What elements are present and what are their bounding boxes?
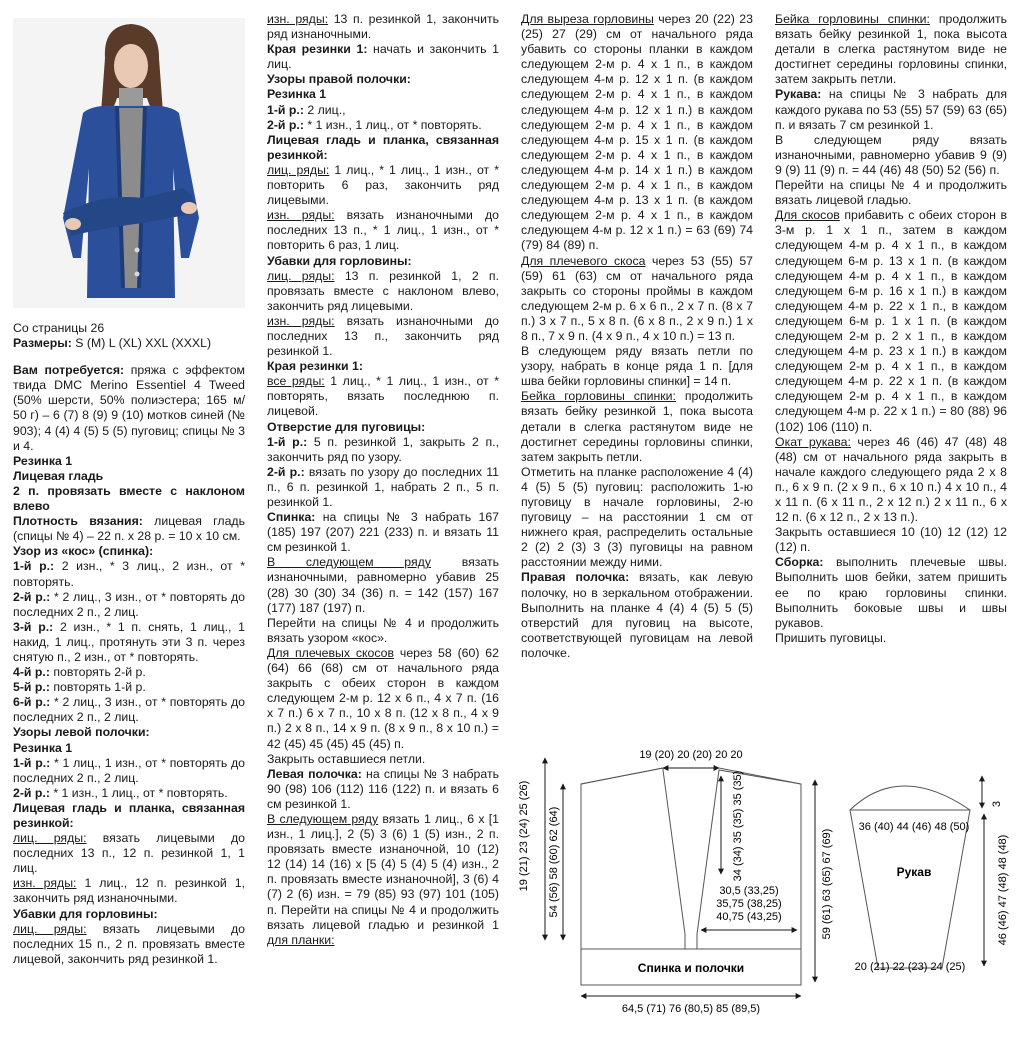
sleeve-cap-height: 3 <box>991 800 1003 808</box>
text-run: лицевая гладь (спицы № 4) – 22 п. х 28 р. = 10 х 10 см. <box>13 514 245 544</box>
column-4-text <box>775 12 1007 646</box>
column-2-text <box>267 12 499 948</box>
bold-label: Плотность вязания: <box>13 514 143 529</box>
underlined-label: В следующем ряду <box>267 555 431 570</box>
text-run: вязать изнаночными, равномерно убавив 25 (28) 30 (30) 34 (36) п. = 142 (157) 167 (177) 187 (197) п. <box>267 555 499 615</box>
bold-label: 3-й р.: <box>13 619 54 634</box>
section-heading: Резинка 1 <box>13 453 73 468</box>
underlined-label: Для плечевого скоса <box>521 253 646 268</box>
text-run: 2 лиц., <box>303 102 346 117</box>
text-run: вязать, как левую полочку, но в зеркальном отображении. Выполнить на планке 4 (4) 4 (5) 5 (5) отверстий для пуговиц на высоте, соответствующей пуговицам на левой полочке. <box>521 570 754 660</box>
section-heading: 2 п. провязать вместе с наклоном влево <box>13 483 245 514</box>
paragraph <box>775 87 1007 132</box>
bold-label: Рукава: <box>775 87 822 102</box>
text-run: Перейти на спицы № 4 и продолжить вязать лицевой гладью. <box>775 178 1007 208</box>
section-heading: Узоры правой полочки: <box>267 72 411 87</box>
bold-label: 1-й р.: <box>13 755 51 770</box>
paragraph <box>267 12 499 42</box>
text-run: вязать изнаночными до последних 13 п., * 1 лиц., 1 изн., от * повторить 6 раз, 1 лиц. <box>267 208 500 253</box>
back-right-total: 59 (61) 63 (65) 67 (69) <box>821 828 833 940</box>
paragraph <box>13 620 245 665</box>
column-1 <box>13 321 245 967</box>
text-run: Пришить пуговицы. <box>775 630 887 645</box>
paragraph <box>775 435 1007 526</box>
bold-label: 1-й р.: <box>267 102 304 117</box>
paragraph <box>775 12 1007 87</box>
section-heading: Края резинки 1: <box>267 359 363 374</box>
sleeve-height: 46 (46) 47 (48) 48 (48) <box>997 834 1009 946</box>
paragraph <box>267 616 499 646</box>
paragraph <box>13 922 245 967</box>
sleeve-bottom-width: 20 (21) 22 (23) 24 (25) <box>854 961 966 973</box>
paragraph <box>267 314 499 359</box>
column-4 <box>775 12 1007 646</box>
front-width-3: 40,75 (43,25) <box>716 911 782 923</box>
sizes-value: S (M) L (XL) XXL (XXXL) <box>71 336 212 351</box>
paragraph <box>521 344 753 389</box>
underlined-label: для планки: <box>267 932 335 947</box>
underlined-label: изн. ряды: <box>267 208 335 223</box>
section-heading: Лицевая гладь и планка, связанная резинкой: <box>13 800 245 830</box>
paragraph <box>267 42 499 72</box>
paragraph <box>267 163 499 208</box>
bold-label: 1-й р.: <box>13 559 55 574</box>
paragraph <box>267 510 499 555</box>
paragraph <box>775 631 1007 646</box>
text-run: через 58 (60) 62 (64) 66 (68) см от начального ряда закрыть с обеих сторон в каждом следующем 2-м р. 12 х 6 п., 4 х 7 п. (16 х 7 п.) 6 х 7 п., 10 х 8 п. (12 х 8 п., 4 х 9 п.) 2 х 8 п., 14 х 9 п. (8 х 9 п., 8 х 10 п.) = 42 (45) 45 (45) 45 (45) п. <box>267 645 499 751</box>
sleeve-title: Рукав <box>896 865 932 879</box>
bold-label: 2-й р.: <box>13 589 51 604</box>
paragraph <box>521 465 753 571</box>
paragraph <box>267 767 499 812</box>
paragraph <box>13 876 245 906</box>
paragraph <box>13 363 245 454</box>
back-left-total: 19 (21) 23 (24) 25 (26) <box>518 780 530 892</box>
text-run: * 2 лиц., 3 изн., от * повторять до последних 2 п., 2 лиц. <box>13 589 245 619</box>
bold-label: 2-й р.: <box>13 785 50 800</box>
paragraph <box>267 208 499 253</box>
text-run: 2 изн., * 1 п. снять, 1 лиц., 1 накид, 1 лиц., протянуть эти 3 п. через снятую п., 2 изн., от * повторять. <box>13 619 245 664</box>
text-run: через 53 (55) 57 (59) 61 (63) см от начального ряда закрыть со стороны проймы в каждом следующем 2-м р. 6 х 6 п., 2 х 7 п. (8 х 7 п.) 3 х 7 п., 5 х 8 п. (6 х 8 п., 2 х 9 п.) 1 х 8 п., 7 х 9 п. (4 х 9 п., 4 х 10 п.) = 13 п. <box>521 253 753 343</box>
underlined-label: Для выреза горловины <box>521 12 654 26</box>
text-run: 5 п. резинкой 1, закрыть 2 п., закончить ряд по узору. <box>267 434 499 464</box>
front-width-2: 35,75 (38,25) <box>716 898 782 910</box>
paragraph <box>267 103 499 118</box>
bold-label: Края резинки 1: <box>267 42 368 57</box>
text-run: вязать лицевыми до последних 13 п., 12 п. резинкой 1, 1 лиц. <box>13 831 246 876</box>
paragraph <box>267 555 499 615</box>
paragraph <box>521 12 753 254</box>
text-run: пряжа с эффектом твида DMC Merino Essentiel 4 Tweed (50% шерсти, 50% полиэстера; 165 м/ 50 г) – 6 (7) 8 (9) 9 (10) мотков синей (№ 903); 4 (4) 4 (5) 5 (5) пуговиц; спицы № 3 и 4. <box>13 363 245 453</box>
back-neck-depth: 34 (34) 35 (35) 35 (35) <box>732 770 744 882</box>
text-run: вязать 1 лиц., 6 х [1 изн., 1 лиц.], 2 (5) 3 (6) 1 (5) изн., 2 п. провязать вместе изнаночной, 10 (12) 12 (14) 14 (16) х [5 (4) 5 (4) 5 (4) изн., 2 п. провязать вместе изнаночной], 3 (6) 4 (7) 2 (6) изн. = 79 (85) 93 (97) 101 (105) п. Перейти на спицы № 4 и продолжить вязать лицевой гладью и резинкой 1 <box>267 811 499 932</box>
bold-label: Спинка: <box>267 510 316 525</box>
section-heading: Узор из «кос» (спинка): <box>13 544 154 559</box>
text-run: 13 п. резинкой 1, 2 п. провязать вместе с наклоном влево, закончить ряд лицевыми. <box>267 268 499 313</box>
underlined-label: лиц. ряды: <box>267 162 330 177</box>
text-run: * 1 изн., 1 лиц., от * повторять. <box>49 785 228 800</box>
underlined-label: Бейка горловины спинки: <box>775 12 930 26</box>
section-heading: Лицевая гладь и планка, связанная резинкой: <box>267 132 499 162</box>
bold-label: Правая полочка: <box>521 570 630 585</box>
text-run: 13 п. резинкой 1, закончить ряд изнаночными. <box>267 12 499 42</box>
text-run: * 1 лиц., 1 изн., от * повторять до последних 2 п., 2 лиц. <box>13 755 245 785</box>
back-bottom-width: 64,5 (71) 76 (80,5) 85 (89,5) <box>621 1003 761 1015</box>
paragraph <box>521 570 753 661</box>
text-run: начать и закончить 1 лиц. <box>267 42 500 72</box>
column-3-text <box>521 12 753 661</box>
underlined-label: изн. ряды: <box>267 12 329 26</box>
underlined-label: Для плечевых скосов <box>267 645 395 660</box>
paragraph <box>267 752 499 767</box>
paragraph <box>13 831 245 876</box>
paragraph <box>521 254 753 345</box>
text-run: на спицы № 3 набрать 90 (98) 106 (112) 116 (122) п. и вязать 6 см резинкой 1. <box>267 766 499 811</box>
text-run: через 20 (22) 23 (25) 27 (29) см от начального ряда убавить со стороны планки в каждом следующем 2-м р. 4 х 1 п., в каждом следующем 4-м р. 12 х 1 п. (в каждом следующем 2-м р. 4 х 1 п., в каждом следующем 4-м р. 12 х 1 п.) в каждом следующем 2-м р. 4 х 1 п., в каждом следующем 4-м р. 15 х 1 п. (в каждом следующем 2-м р. 4 х 1 п., в каждом следующем 4-м р. 14 х 1 п.) в каждом следующем 2-м р. 4 х 1 п., в каждом следующем 4-м р. 13 х 1 п. (в каждом следующем 2-м р. 4 х 1 п., в каждом следующем 4-м р. 12 х 1 п.) = 63 (69) 74 (79) 84 (89) п. <box>521 12 753 253</box>
paragraph <box>267 269 499 314</box>
underlined-label: изн. ряды: <box>267 313 335 328</box>
column-1-text <box>13 351 245 967</box>
text-run: вязать лицевыми до последних 15 п., 2 п. провязать вместе лицевой, закончить ряд резинкой 1. <box>13 921 246 966</box>
section-heading: Резинка 1 <box>267 87 327 102</box>
paragraph <box>775 133 1007 178</box>
text-run: повторять 2-й р. <box>49 665 146 680</box>
text-run: продолжить вязать бейку резинкой 1, пока высота детали в слегка растянутом виде не достигнет середины горловины спинки, затем закрыть петли. <box>521 389 753 464</box>
text-run: 1 лиц., * 1 лиц., 1 изн., от * повторять, вязать последнюю п. лицевой. <box>267 374 499 419</box>
back-diagram-title: Спинка и полочки <box>637 961 745 975</box>
paragraph <box>13 680 245 695</box>
text-run: * 1 изн., 1 лиц., от * повторять. <box>303 117 482 132</box>
text-run: через 46 (46) 47 (48) 48 (48) см от начального ряда закрыть в начале каждого следующего ряда 2 х 8 п., 6 х 9 п. (2 х 9 п., 6 х 10 п.) 4 х 10 п., 4 х 11 п. (6 х 11 п., 2 х 12 п.) 2 х 11 п., 6 х 12 п. (6 х 12 п., 2 х 13 п.). <box>775 434 1008 525</box>
bold-label: Левая полочка: <box>267 766 362 781</box>
back-and-fronts-diagram <box>515 744 833 1044</box>
section-heading: Убавки для горловины: <box>267 253 412 268</box>
text-run: В следующем ряду вязать петли по узору, набрать в конце ряда 1 п. [для шва бейки горловины спинки] = 14 п. <box>521 344 753 389</box>
bold-label: 5-й р.: <box>13 680 50 695</box>
back-top-width: 19 (20) 20 (20) 20 20 <box>639 749 743 761</box>
column-2 <box>267 12 499 948</box>
bold-label: 2-й р.: <box>267 464 305 479</box>
text-run: Отметить на планке расположение 4 (4) 4 (5) 5 (5) пуговиц: расположить 1-ю пуговицу в начале горловины, 2-ю пуговицу – на расстоянии 1 см от нижнего края, распределить остальные 2 (2) 2 (3) 3 (3) пуговицы на равном расстоянии между ними. <box>521 464 753 570</box>
sleeve-diagram <box>838 768 1018 978</box>
underlined-label: изн. ряды: <box>13 876 77 891</box>
sizes-line <box>13 336 245 351</box>
underlined-label: В следующем ряду <box>267 811 379 826</box>
paragraph <box>267 465 499 510</box>
paragraph <box>13 665 245 680</box>
text-run: на спицы № 3 набрать для каждого рукава по 53 (55) 57 (59) 63 (65) п. и вязать 7 см резинкой 1. <box>775 87 1007 132</box>
paragraph <box>267 374 499 419</box>
text-run: прибавить с обеих сторон в 3-м р. 1 х 1 п., затем в каждом следующем 4-м р. 4 х 1 п., в каждом следующем 6-м р. 13 х 1 п. (в каждом следующем 4-м р. 4 х 1 п., в каждом следующем 6-м р. 16 х 1 п.) в каждом следующем 4-м р. 22 х 1 п., в каждом следующем 6-м р. 1 х 1 п. (в каждом следующем 2-м р. 2 х 1 п., в каждом следующем 4-м р. 23 х 1 п.) в каждом следующем 2-м р. 4 х 1 п., в каждом следующем 4-м р. 22 х 1 п. (в каждом следующем 2-м р. 4 х 1 п., в каждом следующем 4-м р. 22 х 1 п.) = 80 (88) 96 (102) 106 (110) п. <box>775 208 1007 434</box>
text-run: 1 лиц., 12 п. резинкой 1, закончить ряд изнаночными. <box>13 876 246 906</box>
bold-label: 1-й р.: <box>267 434 308 449</box>
text-run: Закрыть оставшиеся петли. <box>267 751 426 766</box>
text-run: * 2 лиц., 3 изн., от * повторять до последних 2 п., 2 лиц. <box>13 695 245 725</box>
text-run: на спицы № 3 набрать 167 (185) 197 (207) 221 (233) п. и вязать 11 см резинкой 1. <box>267 510 499 555</box>
page-source: Со страницы 26 <box>13 321 105 335</box>
back-left-lower: 54 (56) 58 (60) 62 (64) <box>548 806 560 918</box>
text-run: Закрыть оставшиеся 10 (10) 12 (12) 12 (12) п. <box>775 525 1007 555</box>
underlined-label: лиц. ряды: <box>13 921 87 936</box>
underlined-label: Бейка горловины спинки: <box>521 389 676 404</box>
bold-label: 6-й р.: <box>13 695 51 710</box>
paragraph <box>13 514 245 544</box>
sleeve-top-width: 36 (40) 44 (46) 48 (50) <box>858 821 970 833</box>
spacer <box>13 351 245 363</box>
paragraph <box>775 178 1007 208</box>
text-run: вязать изнаночными до последних 13 п., закончить ряд резинкой 1. <box>267 313 500 359</box>
underlined-label: лиц. ряды: <box>267 268 335 283</box>
text-run: продолжить вязать бейку резинкой 1, пока высота детали в слегка растянутом виде не достигнет середины горловины спинки, затем закрыть петли. <box>775 12 1007 87</box>
model-photo <box>13 18 245 308</box>
sizes-label: Размеры: <box>13 336 72 351</box>
text-run: вязать по узору до последних 11 п., 6 п. резинкой 1, набрать 2 п., 5 п. резинкой 1. <box>267 464 499 509</box>
paragraph <box>13 559 245 589</box>
text-run: Перейти на спицы № 4 и продолжить вязать узором «кос». <box>267 615 499 645</box>
paragraph <box>267 435 499 465</box>
text-run: 1 лиц., * 1 лиц., 1 изн., от * повторить 6 раз, закончить ряд лицевыми. <box>267 162 499 208</box>
paragraph <box>267 812 499 948</box>
section-heading: Убавки для горловины: <box>13 906 158 921</box>
section-heading: Лицевая гладь <box>13 468 104 483</box>
text-run: 2 изн., * 3 лиц., 2 изн., от * повторять. <box>13 559 246 589</box>
paragraph <box>775 525 1007 555</box>
paragraph <box>521 389 753 464</box>
underlined-label: Окат рукава: <box>775 434 851 449</box>
bold-label: Вам потребуется: <box>13 363 125 378</box>
text-run: выполнить плечевые швы. Выполнить шов бейки, затем пришить ее по краю горловины спинки. Выполнить боковые швы и швы рукавов. <box>775 555 1007 630</box>
underlined-label: Для скосов <box>775 208 840 223</box>
bold-label: 4-й р.: <box>13 665 50 680</box>
paragraph <box>267 646 499 752</box>
paragraph <box>267 118 499 133</box>
paragraph <box>13 590 245 620</box>
underlined-label: лиц. ряды: <box>13 831 87 846</box>
paragraph <box>13 695 245 725</box>
section-heading: Узоры левой полочки: <box>13 725 150 740</box>
column-3 <box>521 12 753 661</box>
section-heading: Отверстие для пуговицы: <box>267 419 426 434</box>
underlined-label: все ряды: <box>267 374 325 389</box>
text-run: В следующем ряду вязать изнаночными, равномерно убавив 9 (9) 9 (9) 11 (9) п. = 44 (46) 48 (50) 52 (56) п. <box>775 132 1007 177</box>
bold-label: 2-й р.: <box>267 117 304 132</box>
text-run: повторять 1-й р. <box>49 680 146 695</box>
paragraph <box>775 555 1007 630</box>
paragraph <box>13 786 245 801</box>
front-width-1: 30,5 (33,25) <box>719 885 779 897</box>
section-heading: Резинка 1 <box>13 740 73 755</box>
bold-label: Сборка: <box>775 555 824 570</box>
paragraph <box>775 208 1007 434</box>
paragraph <box>13 756 245 786</box>
